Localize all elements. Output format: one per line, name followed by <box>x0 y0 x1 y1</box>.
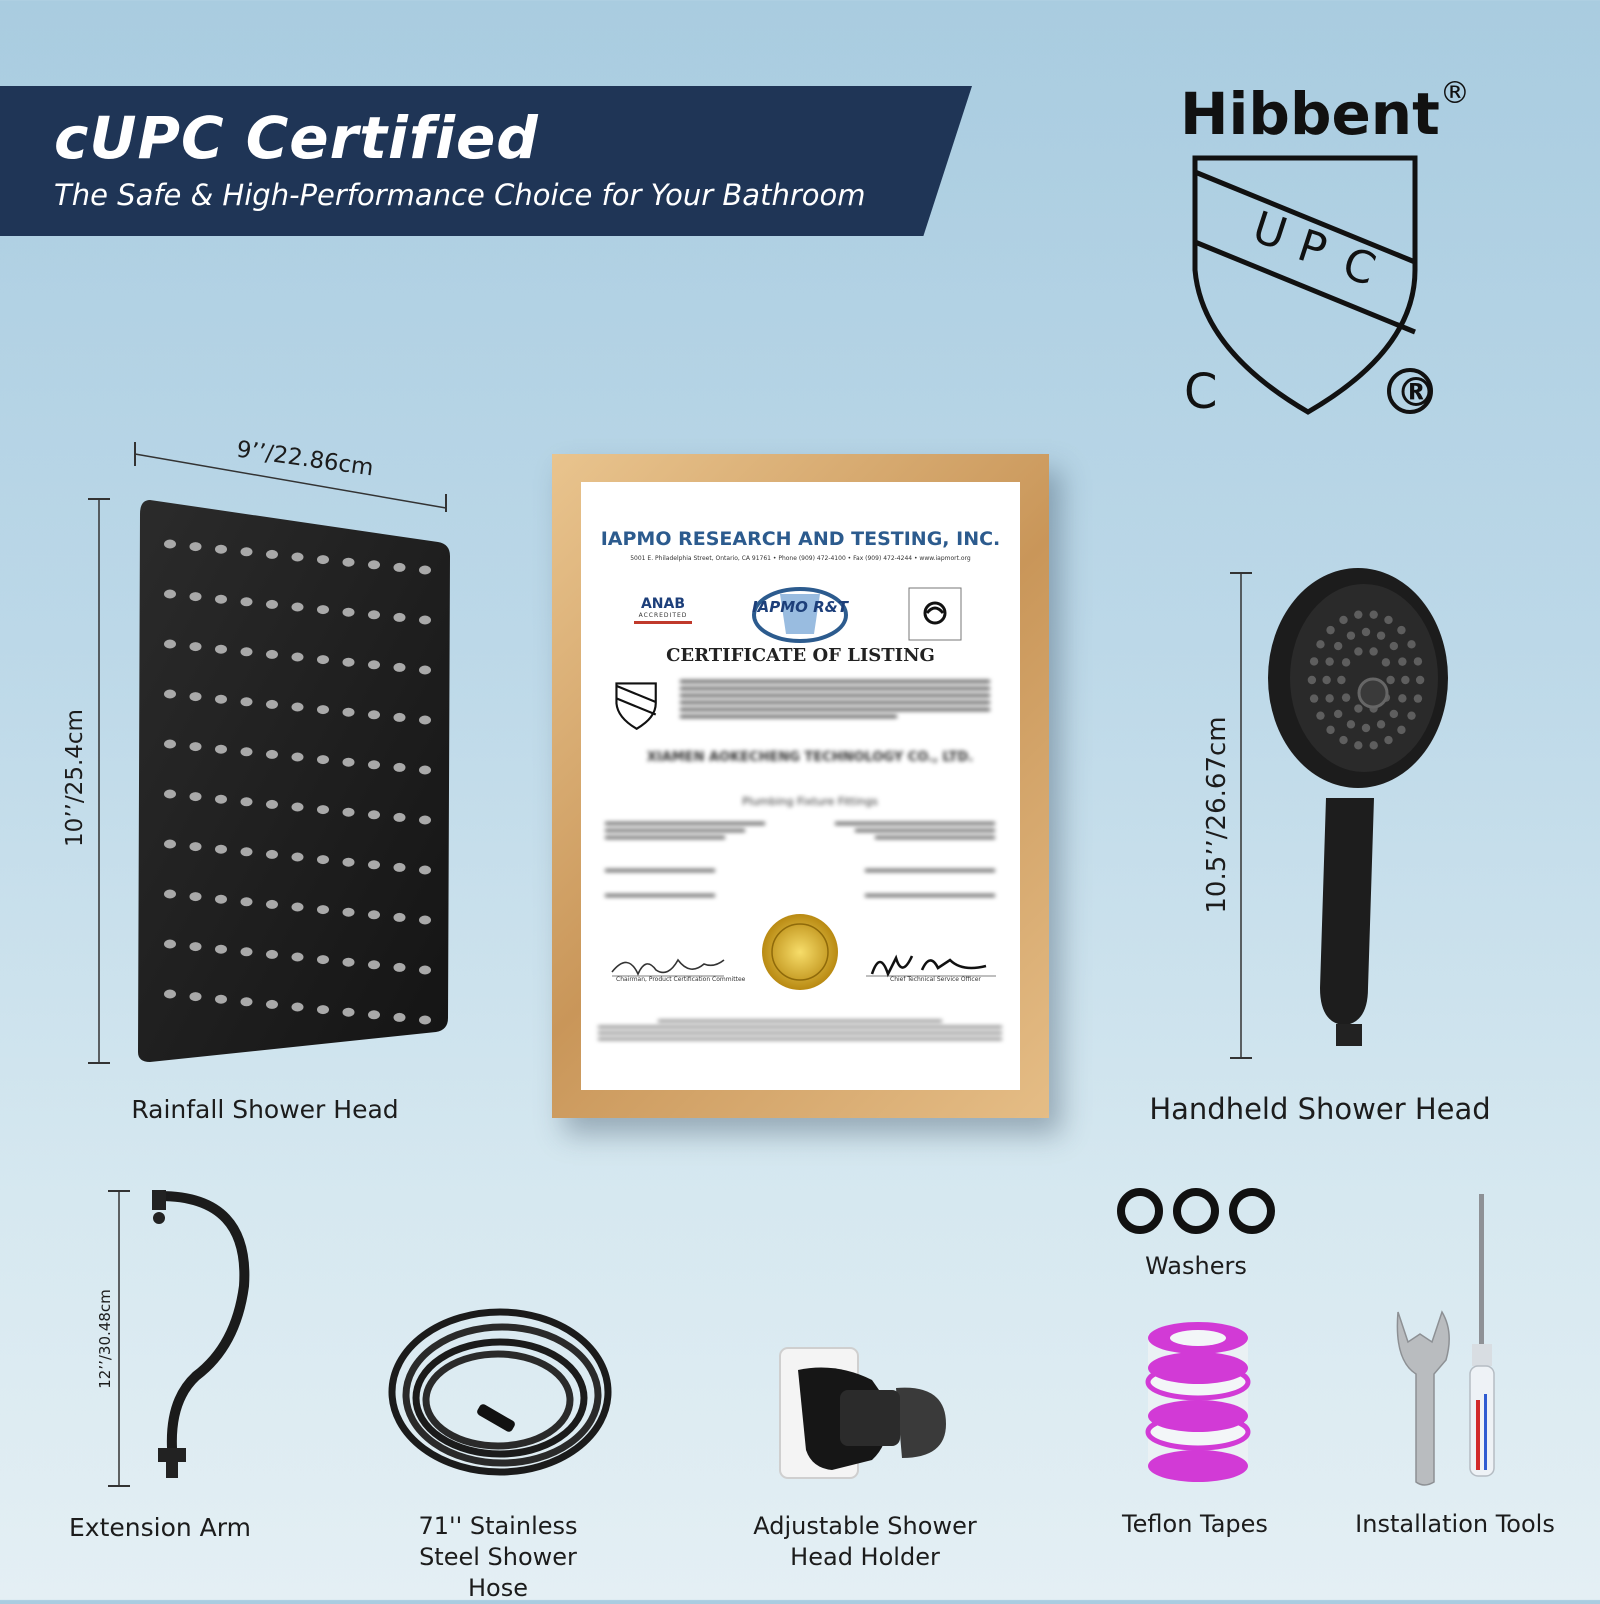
nozzle <box>1334 710 1342 718</box>
nozzle <box>292 703 304 712</box>
nozzle <box>317 705 329 714</box>
nozzle <box>1325 657 1333 665</box>
registered-mark: ® <box>1439 76 1470 111</box>
nozzle <box>190 542 202 551</box>
nozzle <box>1407 640 1415 648</box>
rainfall-label: Rainfall Shower Head <box>131 1095 399 1124</box>
nozzle <box>368 710 380 719</box>
nozzle <box>1308 676 1316 684</box>
nozzle <box>394 563 406 572</box>
nozzle <box>266 950 278 959</box>
certificate-address: 5001 E. Philadelphia Street, Ontario, CA 91761 • Phone (909) 472-4100 • Fax (909) 472-4244 • www.iapmort.org <box>630 555 971 562</box>
nozzle <box>292 1003 304 1012</box>
upc-letter-p: P <box>1291 219 1333 277</box>
rainfall-shower-head-icon <box>136 496 456 1066</box>
nozzle <box>1362 724 1370 732</box>
nozzle <box>164 990 176 999</box>
nozzle <box>368 860 380 869</box>
nozzle <box>343 608 355 617</box>
washers-label: Washers <box>1145 1252 1247 1280</box>
tools-label: Installation Tools <box>1355 1510 1555 1538</box>
rainfall-height-dim: 10’’/25.4cm <box>62 709 88 847</box>
nozzle <box>1310 657 1318 665</box>
nozzle <box>1382 658 1390 666</box>
nozzle <box>164 890 176 899</box>
signer-right-title: Chief Technical Service Officer <box>890 976 981 983</box>
nozzle <box>1337 676 1345 684</box>
nozzle <box>317 855 329 864</box>
nozzle <box>215 795 227 804</box>
nozzle <box>1397 726 1405 734</box>
shower-hose-icon <box>380 1300 620 1490</box>
nozzle <box>317 655 329 664</box>
nozzle <box>343 908 355 917</box>
banner-title: cUPC Certified <box>54 104 539 172</box>
nozzle <box>317 755 329 764</box>
scc-logo-icon <box>907 586 963 642</box>
nozzle <box>266 1000 278 1009</box>
teflon-tape-icon <box>1138 1320 1258 1490</box>
nozzle <box>1390 710 1398 718</box>
nozzle <box>394 913 406 922</box>
nozzle <box>1342 658 1350 666</box>
certificate-paper <box>581 482 1020 1090</box>
nozzle <box>190 792 202 801</box>
hose-label: 71'' Stainless Steel Shower Hose <box>418 1512 578 1602</box>
certificate-company: XIAMEN AOKECHENG TECHNOLOGY CO., LTD. <box>646 750 974 765</box>
nozzle <box>164 740 176 749</box>
nozzle <box>241 697 253 706</box>
nozzle <box>1326 626 1334 634</box>
nozzle <box>1347 631 1355 639</box>
nozzle <box>317 605 329 614</box>
nozzle <box>419 1016 431 1025</box>
upc-mark-small-icon <box>612 682 662 732</box>
certificate-details <box>605 818 995 901</box>
nozzle <box>190 642 202 651</box>
nozzle <box>215 545 227 554</box>
nozzle <box>394 963 406 972</box>
holder-label: Adjustable Shower Head Holder <box>753 1512 977 1571</box>
nozzle <box>1354 647 1362 655</box>
nozzle <box>394 763 406 772</box>
nozzle <box>266 700 278 709</box>
nozzle <box>241 597 253 606</box>
nozzle <box>1377 720 1385 728</box>
nozzle <box>292 603 304 612</box>
nozzle <box>317 555 329 564</box>
nozzle <box>1362 628 1370 636</box>
nozzle <box>1310 694 1318 702</box>
nozzle <box>368 960 380 969</box>
nozzle <box>317 805 329 814</box>
nozzle <box>394 663 406 672</box>
teflon-label: Teflon Tapes <box>1122 1510 1268 1538</box>
nozzle <box>1398 694 1406 702</box>
nozzle <box>241 847 253 856</box>
nozzle <box>368 660 380 669</box>
nozzle <box>419 666 431 675</box>
nozzle <box>419 766 431 775</box>
upc-letter-u: U <box>1246 201 1294 261</box>
nozzle <box>1414 657 1422 665</box>
upc-letter-c: C <box>1336 237 1382 296</box>
certificate-organization: IAPMO RESEARCH AND TESTING, INC. <box>600 528 1001 550</box>
nozzle <box>292 903 304 912</box>
washers-icon <box>1116 1186 1276 1236</box>
nozzle <box>241 547 253 556</box>
nozzle <box>1325 694 1333 702</box>
nozzle <box>164 690 176 699</box>
nozzle <box>1354 704 1362 712</box>
extension-arm-icon <box>140 1186 260 1486</box>
certificate-title: CERTIFICATE OF LISTING <box>666 645 935 666</box>
nozzle <box>394 1013 406 1022</box>
nozzle <box>190 692 202 701</box>
nozzle <box>164 790 176 799</box>
shower-holder-icon <box>776 1340 956 1490</box>
nozzle <box>419 916 431 925</box>
nozzle <box>190 942 202 951</box>
anab-logo: ANAB ACCREDITED <box>628 596 698 626</box>
nozzle <box>292 653 304 662</box>
banner-subtitle: The Safe & High-Performance Choice for Your Bathroom <box>54 178 866 212</box>
dimension-line-icon <box>84 496 114 1066</box>
certificate-footer-text <box>598 1016 1002 1044</box>
nozzle <box>343 658 355 667</box>
nozzle <box>241 997 253 1006</box>
nozzle <box>266 800 278 809</box>
nozzle <box>266 550 278 559</box>
iapmo-logo-text: IAPMO R&T <box>752 598 848 616</box>
nozzle <box>343 958 355 967</box>
upc-shield-icon <box>1170 150 1450 430</box>
nozzle <box>190 992 202 1001</box>
nozzle <box>215 945 227 954</box>
nozzle <box>1316 640 1324 648</box>
nozzle <box>343 758 355 767</box>
nozzle <box>343 558 355 567</box>
nozzle <box>419 866 431 875</box>
nozzle <box>1414 694 1422 702</box>
upc-letter-c-outer: C <box>1184 364 1218 420</box>
nozzle <box>266 650 278 659</box>
nozzle <box>190 892 202 901</box>
nozzle <box>1416 676 1424 684</box>
nozzle <box>241 947 253 956</box>
nozzle <box>241 647 253 656</box>
nozzle <box>241 897 253 906</box>
nozzle <box>292 853 304 862</box>
nozzle <box>1398 657 1406 665</box>
nozzle <box>1407 711 1415 719</box>
nozzle <box>1326 726 1334 734</box>
nozzle <box>1384 616 1392 624</box>
extension-arm-height-dim: 12’’/30.48cm <box>96 1289 114 1389</box>
nozzle <box>266 600 278 609</box>
nozzle <box>419 616 431 625</box>
nozzle <box>292 953 304 962</box>
nozzle <box>419 566 431 575</box>
nozzle <box>368 760 380 769</box>
gold-seal-icon <box>760 912 840 992</box>
nozzle <box>215 995 227 1004</box>
nozzle <box>1316 711 1324 719</box>
nozzle <box>164 590 176 599</box>
nozzle <box>368 610 380 619</box>
nozzle <box>1354 610 1362 618</box>
handheld-height-dim: 10.5’’/26.67cm <box>1202 716 1232 914</box>
certificate-body-text <box>680 676 990 722</box>
nozzle <box>343 1008 355 1017</box>
nozzle <box>1384 736 1392 744</box>
nozzle <box>215 595 227 604</box>
nozzle <box>368 560 380 569</box>
nozzle <box>419 966 431 975</box>
nozzle <box>1354 741 1362 749</box>
nozzle <box>164 640 176 649</box>
nozzle <box>190 742 202 751</box>
nozzle <box>215 845 227 854</box>
nozzle <box>317 955 329 964</box>
nozzle <box>419 716 431 725</box>
nozzle <box>266 900 278 909</box>
nozzle <box>215 695 227 704</box>
upc-registered: ® <box>1396 370 1436 416</box>
handheld-shower-head-icon <box>1258 568 1458 1068</box>
nozzle <box>394 813 406 822</box>
nozzle <box>1342 693 1350 701</box>
brand-name: Hibbent® <box>1180 76 1470 148</box>
nozzle <box>1370 741 1378 749</box>
nozzle <box>1334 642 1342 650</box>
nozzle <box>215 895 227 904</box>
nozzle <box>1397 626 1405 634</box>
certificate-product: Plumbing Fixture Fittings <box>742 795 878 808</box>
signer-left-title: Chairman, Product Certification Committee <box>616 976 746 983</box>
nozzle <box>241 747 253 756</box>
nozzle <box>343 858 355 867</box>
screwdriver-icon <box>1462 1194 1502 1494</box>
nozzle <box>1322 676 1330 684</box>
nozzle <box>215 645 227 654</box>
nozzle <box>164 540 176 549</box>
nozzle <box>1339 736 1347 744</box>
nozzle <box>394 863 406 872</box>
extension-arm-label: Extension Arm <box>69 1513 251 1542</box>
nozzle <box>266 850 278 859</box>
nozzle <box>343 708 355 717</box>
nozzle <box>1390 642 1398 650</box>
nozzle <box>215 745 227 754</box>
nozzle <box>292 753 304 762</box>
nozzle <box>241 797 253 806</box>
nozzle <box>317 1005 329 1014</box>
nozzle <box>394 613 406 622</box>
nozzle <box>164 840 176 849</box>
nozzle <box>368 1010 380 1019</box>
nozzle <box>419 816 431 825</box>
nozzle <box>292 803 304 812</box>
nozzle <box>266 750 278 759</box>
rainfall-width-dim: 9’’/22.86cm <box>234 436 376 482</box>
nozzle <box>1370 610 1378 618</box>
nozzle <box>164 940 176 949</box>
nozzle <box>394 713 406 722</box>
nozzle <box>1347 720 1355 728</box>
nozzle <box>190 592 202 601</box>
nozzle <box>368 910 380 919</box>
handheld-label: Handheld Shower Head <box>1149 1092 1491 1126</box>
nozzle <box>317 905 329 914</box>
nozzle <box>292 553 304 562</box>
nozzle <box>368 810 380 819</box>
nozzle <box>1386 676 1394 684</box>
nozzle <box>190 842 202 851</box>
nozzle <box>1369 647 1377 655</box>
nozzle <box>1339 616 1347 624</box>
wrench-icon <box>1390 1302 1460 1492</box>
nozzle <box>1401 676 1409 684</box>
nozzle <box>343 808 355 817</box>
nozzle <box>1377 631 1385 639</box>
